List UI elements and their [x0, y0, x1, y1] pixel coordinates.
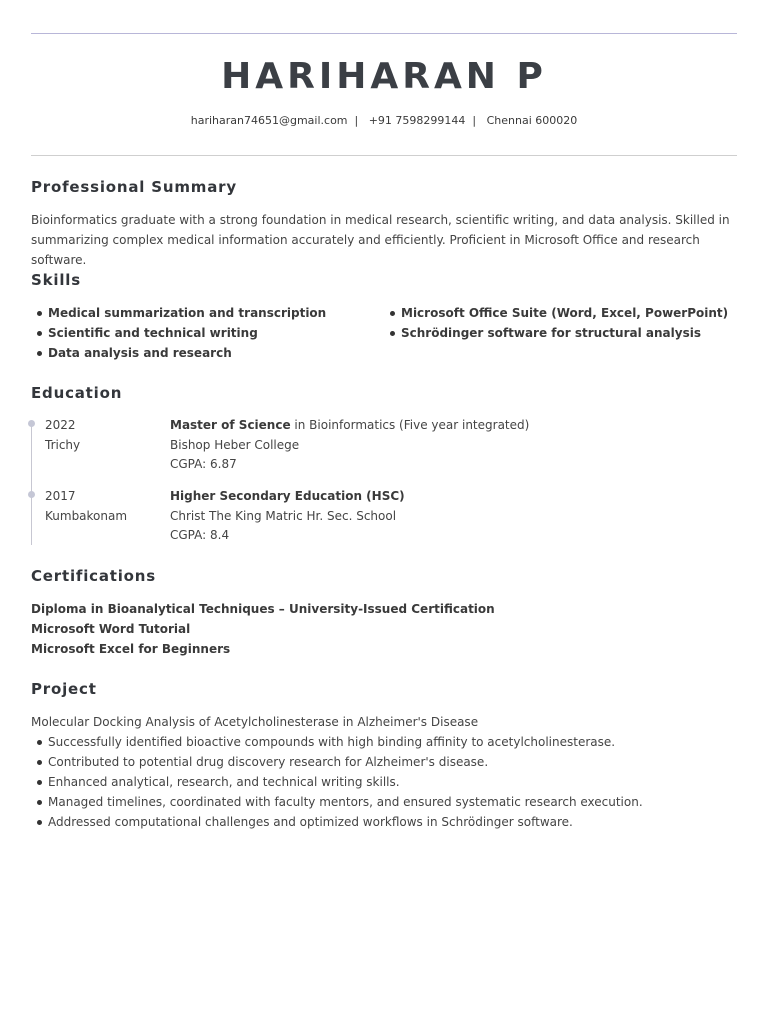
skill-item: Data analysis and research [31, 343, 326, 363]
certification-item: Microsoft Excel for Beginners [31, 642, 231, 656]
degree-field: in Bioinformatics (Five year integrated) [290, 418, 530, 432]
education-location: Trichy [45, 437, 81, 452]
education-degree [170, 487, 405, 507]
project-bullets [31, 732, 643, 832]
education-location: Kumbakonam [45, 508, 128, 523]
education-entry-detail [170, 416, 529, 475]
header-top-divider [31, 33, 737, 34]
certifications-heading: Certifications [31, 567, 156, 585]
skill-item: Scientific and technical writing [31, 323, 326, 343]
education-institution: Bishop Heber College [170, 437, 300, 452]
degree-title: Higher Secondary Education (HSC) [170, 489, 405, 503]
skills-list-right [384, 303, 728, 343]
education-degree [170, 416, 529, 436]
education-grade: CGPA: 6.87 [170, 457, 237, 471]
skill-item: Microsoft Office Suite (Word, Excel, PowerPoint) [384, 303, 728, 323]
project-bullet: Successfully identified bioactive compounds with high binding affinity to acetylcholinesterase. [31, 732, 643, 752]
certification-item: Diploma in Bioanalytical Techniques – University-Issued Certification [31, 602, 495, 616]
education-timeline [31, 423, 32, 545]
degree-title: Master of Science [170, 418, 291, 432]
skill-item: Medical summarization and transcription [31, 303, 326, 323]
education-year: 2017 [45, 489, 76, 503]
summary-heading: Professional Summary [31, 178, 237, 196]
education-entry-left [45, 416, 80, 455]
project-bullet: Addressed computational challenges and optimized workflows in Schrödinger software. [31, 812, 643, 832]
header-bottom-divider [31, 155, 737, 156]
timeline-dot [28, 420, 35, 427]
skills-heading: Skills [31, 271, 81, 289]
project-bullet: Contributed to potential drug discovery research for Alzheimer's disease. [31, 752, 643, 772]
skills-list-left [31, 303, 326, 363]
education-institution: Christ The King Matric Hr. Sec. School [170, 508, 397, 523]
contact-line: hariharan74651@gmail.com | +91 7598299144 | Chennai 600020 [190, 114, 578, 127]
certification-item: Microsoft Word Tutorial [31, 622, 191, 636]
candidate-name: HARIHARAN P [221, 56, 547, 97]
project-bullet: Enhanced analytical, research, and technical writing skills. [31, 772, 643, 792]
skill-item: Schrödinger software for structural analysis [384, 323, 728, 343]
education-year: 2022 [45, 418, 76, 432]
summary-text: Bioinformatics graduate with a strong foundation in medical research, scientific writing, and data analysis. Skilled in summarizing complex medical information accurately and efficiently. Proficient in Microsoft Office and research software. [31, 213, 730, 267]
timeline-dot [28, 491, 35, 498]
project-bullet: Managed timelines, coordinated with faculty mentors, and ensured systematic research execution. [31, 792, 643, 812]
education-grade: CGPA: 8.4 [170, 528, 230, 542]
education-entry-detail [170, 487, 405, 546]
project-name: Molecular Docking Analysis of Acetylcholinesterase in Alzheimer's Disease [31, 715, 479, 729]
education-entry-left [45, 487, 127, 526]
education-heading: Education [31, 384, 123, 402]
project-heading: Project [31, 680, 97, 698]
